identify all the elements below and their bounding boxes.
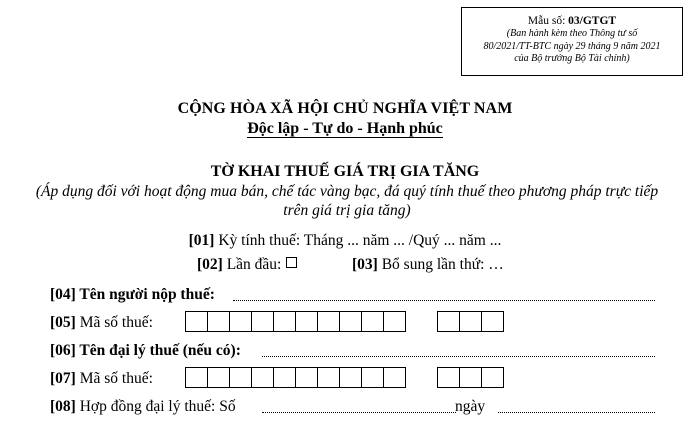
- field-04-code: [04]: [50, 286, 80, 303]
- agent-contract-field: [50, 398, 236, 416]
- field-08-code: [08]: [50, 398, 76, 415]
- form-note-line-3: của Bộ trưởng Bộ Tài chính): [514, 53, 630, 64]
- form-number: [462, 14, 682, 28]
- field-03-code: [03]: [352, 256, 378, 273]
- contract-date-input[interactable]: [498, 412, 655, 413]
- agent-tax-code-cells-branch[interactable]: [437, 367, 504, 388]
- agent-tax-code-field: [50, 370, 153, 388]
- field-05-code: [05]: [50, 314, 76, 331]
- digit-cell[interactable]: [339, 311, 362, 332]
- first-time-field: [197, 256, 297, 274]
- digit-cell[interactable]: [361, 367, 384, 388]
- digit-cell[interactable]: [273, 311, 296, 332]
- digit-cell[interactable]: [229, 311, 252, 332]
- digit-cell[interactable]: [251, 367, 274, 388]
- digit-cell[interactable]: [361, 311, 384, 332]
- field-01-label: Kỳ tính thuế: Tháng ... năm ... /Quý ... năm ...: [214, 232, 502, 249]
- digit-cell[interactable]: [459, 311, 482, 332]
- digit-cell[interactable]: [383, 311, 406, 332]
- tax-code-cells-main[interactable]: [185, 311, 406, 332]
- form-number-box: [461, 7, 683, 76]
- field-02-label: Lần đầu:: [222, 256, 282, 273]
- field-01-code: [01]: [188, 232, 215, 249]
- digit-cell[interactable]: [251, 311, 274, 332]
- digit-cell[interactable]: [339, 367, 362, 388]
- field-07-label: Mã số thuế:: [75, 370, 153, 387]
- form-note-line-2: 80/2021/TT-BTC ngày 29 tháng 9 năm 2021: [483, 40, 661, 52]
- digit-cell[interactable]: [295, 367, 318, 388]
- field-04-label: Tên người nộp thuế:: [79, 286, 215, 303]
- form-number-label: Mẫu số:: [527, 15, 569, 27]
- field-06-label: Tên đại lý thuế (nếu có):: [79, 342, 241, 359]
- taxpayer-name-input[interactable]: [233, 300, 655, 301]
- digit-cell[interactable]: [437, 311, 460, 332]
- digit-cell[interactable]: [273, 367, 296, 388]
- digit-cell[interactable]: [317, 311, 340, 332]
- motto-text: Độc lập - Tự do - Hạnh phúc: [247, 120, 443, 137]
- digit-cell[interactable]: [481, 311, 504, 332]
- agent-tax-code-cells-main[interactable]: [185, 367, 406, 388]
- contract-date-label: ngày: [455, 398, 486, 415]
- field-06-code: [06]: [50, 342, 80, 359]
- tax-code-cells-branch[interactable]: [437, 311, 504, 332]
- taxpayer-name-field: [50, 286, 215, 304]
- supplement-field: [352, 256, 504, 274]
- document-subtitle: (Áp dụng đối với hoạt động mua bán, chế tác vàng bạc, đá quý tính thuế theo phương pháp trực tiếp trên giá trị gia tăng): [35, 183, 659, 219]
- digit-cell[interactable]: [383, 367, 406, 388]
- field-05-label: Mã số thuế:: [75, 314, 153, 331]
- tax-period-field: [0, 232, 690, 250]
- digit-cell[interactable]: [207, 367, 230, 388]
- form-number-value: 03/GTGT: [568, 15, 617, 27]
- digit-cell[interactable]: [295, 311, 318, 332]
- contract-number-input[interactable]: [262, 412, 456, 413]
- digit-cell[interactable]: [185, 311, 208, 332]
- field-02-code: [02]: [197, 256, 223, 273]
- document-title: TỜ KHAI THUẾ GIÁ TRỊ GIA TĂNG: [210, 163, 480, 180]
- digit-cell[interactable]: [207, 311, 230, 332]
- field-07-code: [07]: [50, 370, 76, 387]
- tax-agent-name-input[interactable]: [262, 356, 655, 357]
- tax-agent-name-field: [50, 342, 241, 360]
- field-08-label: Hợp đồng đại lý thuế: Số: [75, 398, 236, 415]
- digit-cell[interactable]: [481, 367, 504, 388]
- field-03-label: Bổ sung lần thứ: …: [377, 256, 504, 273]
- motto: [0, 120, 690, 138]
- digit-cell[interactable]: [229, 367, 252, 388]
- tax-code-field: [50, 314, 153, 332]
- digit-cell[interactable]: [317, 367, 340, 388]
- digit-cell[interactable]: [459, 367, 482, 388]
- nation-title: CỘNG HÒA XÃ HỘI CHỦ NGHĨA VIỆT NAM: [177, 100, 513, 117]
- form-note-line-1: (Ban hành kèm theo Thông tư số: [506, 28, 638, 39]
- digit-cell[interactable]: [185, 367, 208, 388]
- first-time-checkbox[interactable]: [286, 257, 297, 268]
- digit-cell[interactable]: [437, 367, 460, 388]
